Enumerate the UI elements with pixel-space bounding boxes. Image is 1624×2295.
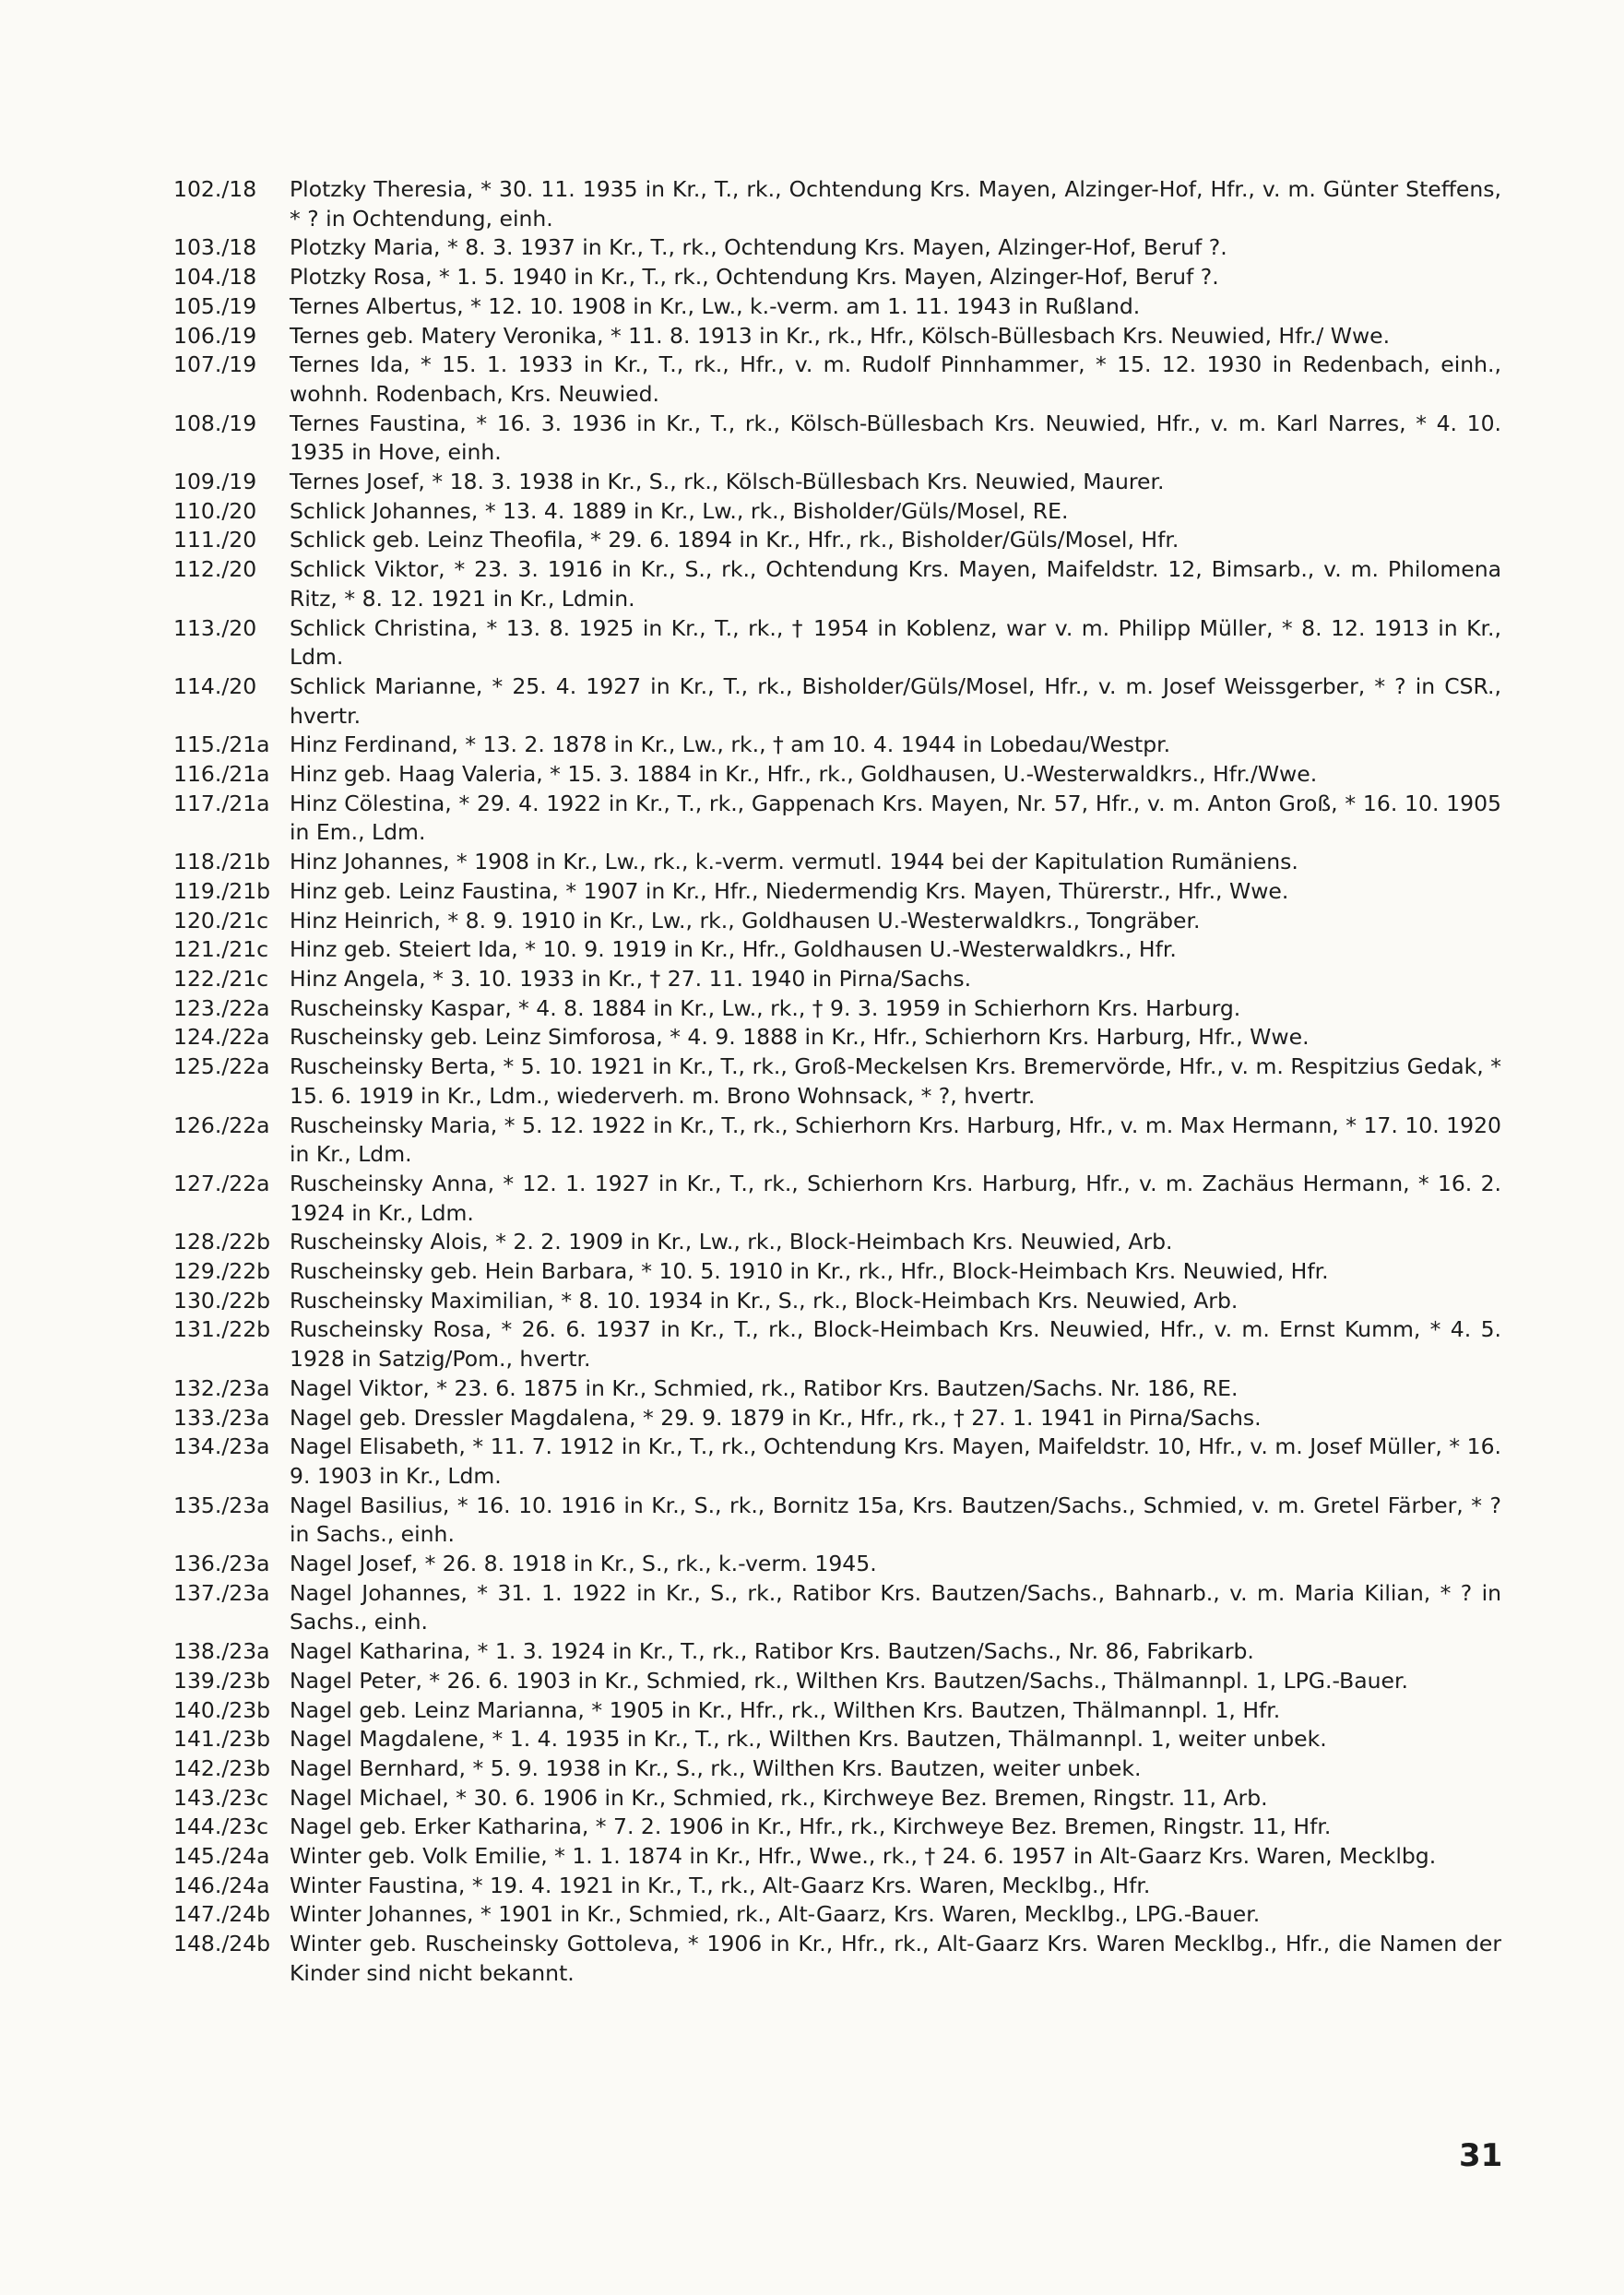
entry-number: 143./23c bbox=[173, 1784, 269, 1811]
entry-number: 105./19 bbox=[173, 292, 257, 319]
entry-text: Ternes Faustina, * 16. 3. 1936 in Kr., T., rk., Kölsch-Büllesbach Krs. Neuwied, Hfr., v. m. Karl Narres, * 4. 10. 1935 in Hove, einh. bbox=[290, 410, 1501, 466]
entry-number: 131./22b bbox=[173, 1316, 271, 1343]
register-entry bbox=[173, 731, 1501, 760]
register-entry bbox=[173, 1433, 1501, 1491]
entry-number: 142./23b bbox=[173, 1754, 271, 1781]
register-entry bbox=[173, 1228, 1501, 1257]
entry-number: 110./20 bbox=[173, 497, 257, 524]
entry-text: Ruscheinsky Maria, * 5. 12. 1922 in Kr., T., rk., Schierhorn Krs. Harburg, Hfr., v. m. Max Hermann, * 17. 10. 1920 in Kr., Ldm. bbox=[290, 1112, 1501, 1168]
register-entry bbox=[173, 907, 1501, 936]
entry-text: Nagel geb. Erker Katharina, * 7. 2. 1906 in Kr., Hfr., rk., Kirchweye Bez. Bremen, Ringstr. 11, Hfr. bbox=[290, 1813, 1332, 1840]
entry-number: 129./22b bbox=[173, 1258, 271, 1285]
register-entry bbox=[173, 1550, 1501, 1579]
entry-text: Ternes Albertus, * 12. 10. 1908 in Kr., Lw., k.-verm. am 1. 11. 1943 in Rußland. bbox=[290, 292, 1141, 319]
register-entry bbox=[173, 1170, 1501, 1228]
register-entry bbox=[173, 233, 1501, 263]
entry-number: 117./21a bbox=[173, 790, 270, 816]
register-entry bbox=[173, 1579, 1501, 1637]
entry-text: Ruscheinsky geb. Leinz Simforosa, * 4. 9. 1888 in Kr., Hfr., Schierhorn Krs. Harburg, Hfr., Wwe. bbox=[290, 1024, 1310, 1051]
register-entry bbox=[173, 1696, 1501, 1726]
register-entry bbox=[173, 1813, 1501, 1842]
entry-text: Nagel Johannes, * 31. 1. 1922 in Kr., S., rk., Ratibor Krs. Bautzen/Sachs., Bahnarb., v. m. Maria Kilian, * ? in Sachs., einh. bbox=[290, 1579, 1501, 1635]
entry-number: 134./23a bbox=[173, 1433, 270, 1460]
entry-text: Nagel Bernhard, * 5. 9. 1938 in Kr., S., rk., Wilthen Krs. Bautzen, weiter unbek. bbox=[290, 1754, 1142, 1781]
entry-text: Nagel Michael, * 30. 6. 1906 in Kr., Schmied, rk., Kirchweye Bez. Bremen, Ringstr. 11, Arb. bbox=[290, 1784, 1268, 1811]
entry-text: Schlick Johannes, * 13. 4. 1889 in Kr., Lw., rk., Bisholder/Güls/Mosel, RE. bbox=[290, 497, 1069, 524]
entry-text: Plotzky Theresia, * 30. 11. 1935 in Kr., T., rk., Ochtendung Krs. Mayen, Alzinger-Hof, Hfr., v. m. Günter Steffens, * ? in Ochtendung, einh. bbox=[290, 176, 1501, 232]
entry-text: Schlick Viktor, * 23. 3. 1916 in Kr., S., rk., Ochtendung Krs. Mayen, Maifeldstr. 12, Bimsarb., v. m. Philomena Ritz, * 8. 12. 1921 in Kr., Ldmin. bbox=[290, 556, 1501, 612]
entry-text: Nagel Basilius, * 16. 10. 1916 in Kr., S., rk., Bornitz 15a, Krs. Bautzen/Sachs., Schmied, v. m. Gretel Färber, * ? in Sachs., einh. bbox=[290, 1492, 1501, 1548]
entry-text: Nagel geb. Dressler Magdalena, * 29. 9. 1879 in Kr., Hfr., rk., † 27. 1. 1941 in Pirna/Sachs. bbox=[290, 1404, 1262, 1431]
entry-text: Ruscheinsky Kaspar, * 4. 8. 1884 in Kr., Lw., rk., † 9. 3. 1959 in Schierhorn Krs. Harburg. bbox=[290, 994, 1241, 1021]
entry-text: Hinz Cölestina, * 29. 4. 1922 in Kr., T., rk., Gappenach Krs. Mayen, Nr. 57, Hfr., v. m. Anton Groß, * 16. 10. 1905 in Em., Ldm. bbox=[290, 790, 1501, 846]
register-list bbox=[173, 175, 1501, 1989]
entry-text: Winter Faustina, * 19. 4. 1921 in Kr., T., rk., Alt-Gaarz Krs. Waren, Mecklbg., Hfr. bbox=[290, 1872, 1151, 1898]
register-entry bbox=[173, 1842, 1501, 1872]
register-entry bbox=[173, 1754, 1501, 1784]
entry-text: Nagel Elisabeth, * 11. 7. 1912 in Kr., T., rk., Ochtendung Krs. Mayen, Maifeldstr. 10, Hfr., v. m. Josef Müller, * 16. 9. 1903 in Kr., Ldm. bbox=[290, 1433, 1501, 1489]
register-entry bbox=[173, 1900, 1501, 1930]
entry-text: Ruscheinsky Alois, * 2. 2. 1909 in Kr., Lw., rk., Block-Heimbach Krs. Neuwied, Arb. bbox=[290, 1229, 1173, 1255]
entry-number: 102./18 bbox=[173, 176, 257, 202]
entry-number: 148./24b bbox=[173, 1931, 271, 1957]
register-entry bbox=[173, 1492, 1501, 1550]
page-number: 31 bbox=[1459, 2137, 1503, 2174]
entry-text: Winter Johannes, * 1901 in Kr., Schmied, rk., Alt-Gaarz, Krs. Waren, Mecklbg., LPG.-Bauer. bbox=[290, 1901, 1261, 1928]
entry-text: Ternes geb. Matery Veronika, * 11. 8. 1913 in Kr., rk., Hfr., Kölsch-Büllesbach Krs. Neuwied, Hfr./ Wwe. bbox=[290, 322, 1391, 349]
register-entry bbox=[173, 1374, 1501, 1404]
entry-number: 125./22a bbox=[173, 1053, 270, 1080]
register-entry bbox=[173, 526, 1501, 555]
entry-text: Hinz geb. Leinz Faustina, * 1907 in Kr., Hfr., Niedermendig Krs. Mayen, Thürerstr., Hfr., Wwe. bbox=[290, 877, 1289, 904]
entry-text: Hinz Angela, * 3. 10. 1933 in Kr., † 27. 11. 1940 in Pirna/Sachs. bbox=[290, 965, 972, 992]
register-entry bbox=[173, 263, 1501, 292]
entry-text: Ruscheinsky Maximilian, * 8. 10. 1934 in Kr., S., rk., Block-Heimbach Krs. Neuwied, Arb. bbox=[290, 1287, 1239, 1314]
entry-number: 136./23a bbox=[173, 1551, 270, 1577]
entry-number: 147./24b bbox=[173, 1901, 271, 1928]
entry-number: 126./22a bbox=[173, 1112, 270, 1138]
entry-text: Ternes Josef, * 18. 3. 1938 in Kr., S., rk., Kölsch-Büllesbach Krs. Neuwied, Maurer. bbox=[290, 469, 1165, 495]
register-entry bbox=[173, 1872, 1501, 1901]
entry-number: 141./23b bbox=[173, 1726, 271, 1753]
register-entry bbox=[173, 935, 1501, 965]
register-entry bbox=[173, 555, 1501, 613]
register-entry bbox=[173, 1404, 1501, 1433]
entry-number: 123./22a bbox=[173, 994, 270, 1021]
entry-number: 135./23a bbox=[173, 1492, 270, 1518]
entry-number: 114./20 bbox=[173, 672, 257, 699]
entry-number: 118./21b bbox=[173, 849, 271, 875]
entry-number: 120./21c bbox=[173, 907, 269, 933]
entry-text: Ternes Ida, * 15. 1. 1933 in Kr., T., rk., Hfr., v. m. Rudolf Pinnhammer, * 15. 12. 1930 in Redenbach, einh., wohnh. Rodenbach, Krs. Neuwied. bbox=[290, 351, 1501, 407]
register-entry bbox=[173, 790, 1501, 848]
register-entry bbox=[173, 1257, 1501, 1287]
entry-text: Ruscheinsky Anna, * 12. 1. 1927 in Kr., T., rk., Schierhorn Krs. Harburg, Hfr., v. m. Zachäus Hermann, * 16. 2. 1924 in Kr., Ldm. bbox=[290, 1170, 1501, 1226]
entry-text: Hinz geb. Haag Valeria, * 15. 3. 1884 in Kr., Hfr., rk., Goldhausen, U.-Westerwaldkrs., Hfr./Wwe. bbox=[290, 761, 1318, 788]
entry-text: Nagel Viktor, * 23. 6. 1875 in Kr., Schmied, rk., Ratibor Krs. Bautzen/Sachs. Nr. 186, RE. bbox=[290, 1374, 1239, 1401]
register-entry bbox=[173, 1930, 1501, 1988]
register-entry bbox=[173, 410, 1501, 468]
entry-text: Plotzky Maria, * 8. 3. 1937 in Kr., T., rk., Ochtendung Krs. Mayen, Alzinger-Hof, Beruf ?. bbox=[290, 234, 1227, 261]
entry-text: Winter geb. Volk Emilie, * 1. 1. 1874 in Kr., Hfr., Wwe., rk., † 24. 6. 1957 in Alt-Gaarz Krs. Waren, Mecklbg. bbox=[290, 1843, 1437, 1870]
register-entry bbox=[173, 1023, 1501, 1052]
entry-number: 115./21a bbox=[173, 731, 270, 758]
entry-text: Ruscheinsky Rosa, * 26. 6. 1937 in Kr., T., rk., Block-Heimbach Krs. Neuwied, Hfr., v. m. Ernst Kumm, * 4. 5. 1928 in Satzig/Pom., hvertr. bbox=[290, 1316, 1501, 1373]
entry-number: 132./23a bbox=[173, 1374, 270, 1401]
entry-text: Winter geb. Ruscheinsky Gottoleva, * 1906 in Kr., Hfr., rk., Alt-Gaarz Krs. Waren Mecklbg., Hfr., die Namen der Kinder sind nicht bekannt. bbox=[290, 1931, 1501, 1986]
entry-number: 121./21c bbox=[173, 936, 269, 963]
entry-text: Nagel Katharina, * 1. 3. 1924 in Kr., T., rk., Ratibor Krs. Bautzen/Sachs., Nr. 86, Fabrikarb. bbox=[290, 1638, 1254, 1665]
register-entry bbox=[173, 614, 1501, 672]
register-entry bbox=[173, 672, 1501, 731]
entry-text: Ruscheinsky geb. Hein Barbara, * 10. 5. 1910 in Kr., rk., Hfr., Block-Heimbach Krs. Neuwied, Hfr. bbox=[290, 1258, 1329, 1285]
entry-number: 109./19 bbox=[173, 469, 257, 495]
entry-number: 124./22a bbox=[173, 1024, 270, 1051]
register-entry bbox=[173, 965, 1501, 994]
entry-number: 128./22b bbox=[173, 1229, 271, 1255]
entry-number: 133./23a bbox=[173, 1404, 270, 1431]
register-entry bbox=[173, 175, 1501, 233]
register-entry bbox=[173, 1784, 1501, 1813]
entry-number: 137./23a bbox=[173, 1579, 270, 1606]
entry-number: 108./19 bbox=[173, 410, 257, 436]
entry-number: 107./19 bbox=[173, 351, 257, 378]
register-entry bbox=[173, 497, 1501, 527]
entry-text: Nagel geb. Leinz Marianna, * 1905 in Kr., Hfr., rk., Wilthen Krs. Bautzen, Thälmannpl. 1, Hfr. bbox=[290, 1696, 1281, 1723]
register-entry bbox=[173, 1637, 1501, 1667]
register-entry bbox=[173, 292, 1501, 322]
entry-number: 112./20 bbox=[173, 556, 257, 583]
register-entry bbox=[173, 351, 1501, 409]
entry-text: Hinz geb. Steiert Ida, * 10. 9. 1919 in Kr., Hfr., Goldhausen U.-Westerwaldkrs., Hfr. bbox=[290, 936, 1177, 963]
entry-text: Nagel Magdalene, * 1. 4. 1935 in Kr., T., rk., Wilthen Krs. Bautzen, Thälmannpl. 1, weiter unbek. bbox=[290, 1726, 1327, 1753]
entry-number: 144./23c bbox=[173, 1813, 269, 1840]
entry-text: Nagel Josef, * 26. 8. 1918 in Kr., S., rk., k.-verm. 1945. bbox=[290, 1551, 877, 1577]
register-entry bbox=[173, 1725, 1501, 1754]
register-entry bbox=[173, 468, 1501, 497]
register-entry bbox=[173, 877, 1501, 907]
entry-number: 106./19 bbox=[173, 322, 257, 349]
entry-text: Hinz Johannes, * 1908 in Kr., Lw., rk., k.-verm. vermutl. 1944 bei der Kapitulation Rumäniens. bbox=[290, 849, 1298, 875]
register-entry bbox=[173, 1052, 1501, 1111]
entry-number: 116./21a bbox=[173, 761, 270, 788]
entry-text: Nagel Peter, * 26. 6. 1903 in Kr., Schmied, rk., Wilthen Krs. Bautzen/Sachs., Thälmannpl. 1, LPG.-Bauer. bbox=[290, 1667, 1408, 1694]
entry-number: 122./21c bbox=[173, 965, 269, 992]
entry-number: 130./22b bbox=[173, 1287, 271, 1314]
entry-number: 145./24a bbox=[173, 1843, 270, 1870]
register-entry bbox=[173, 1112, 1501, 1170]
entry-number: 146./24a bbox=[173, 1872, 270, 1898]
entry-text: Schlick geb. Leinz Theofila, * 29. 6. 1894 in Kr., Hfr., rk., Bisholder/Güls/Mosel, Hfr. bbox=[290, 527, 1179, 553]
entry-number: 140./23b bbox=[173, 1696, 271, 1723]
register-entry bbox=[173, 1287, 1501, 1316]
entry-text: Ruscheinsky Berta, * 5. 10. 1921 in Kr., T., rk., Groß-Meckelsen Krs. Bremervörde, Hfr., v. m. Respitzius Gedak, * 15. 6. 1919 in Kr., Ldm., wiederverh. m. Brono Wohnsack, * ?, hvertr. bbox=[290, 1053, 1501, 1109]
entry-number: 138./23a bbox=[173, 1638, 270, 1665]
entry-number: 111./20 bbox=[173, 527, 257, 553]
register-entry bbox=[173, 1315, 1501, 1373]
register-entry bbox=[173, 848, 1501, 877]
entry-text: Hinz Heinrich, * 8. 9. 1910 in Kr., Lw., rk., Goldhausen U.-Westerwaldkrs., Tongräber. bbox=[290, 907, 1201, 933]
entry-number: 113./20 bbox=[173, 614, 257, 641]
entry-number: 119./21b bbox=[173, 877, 271, 904]
entry-text: Plotzky Rosa, * 1. 5. 1940 in Kr., T., rk., Ochtendung Krs. Mayen, Alzinger-Hof, Beruf ?. bbox=[290, 264, 1219, 291]
entry-number: 104./18 bbox=[173, 264, 257, 291]
entry-number: 139./23b bbox=[173, 1667, 271, 1694]
entry-text: Schlick Marianne, * 25. 4. 1927 in Kr., T., rk., Bisholder/Güls/Mosel, Hfr., v. m. Josef Weissgerber, * ? in CSR., hvertr. bbox=[290, 672, 1501, 729]
register-entry bbox=[173, 994, 1501, 1024]
entry-text: Schlick Christina, * 13. 8. 1925 in Kr., T., rk., † 1954 in Koblenz, war v. m. Philipp Müller, * 8. 12. 1913 in Kr., Ldm. bbox=[290, 614, 1501, 671]
register-entry bbox=[173, 1667, 1501, 1696]
entry-number: 127./22a bbox=[173, 1170, 270, 1196]
entry-number: 103./18 bbox=[173, 234, 257, 261]
register-entry bbox=[173, 760, 1501, 790]
register-entry bbox=[173, 322, 1501, 351]
entry-text: Hinz Ferdinand, * 13. 2. 1878 in Kr., Lw., rk., † am 10. 4. 1944 in Lobedau/Westpr. bbox=[290, 731, 1171, 758]
